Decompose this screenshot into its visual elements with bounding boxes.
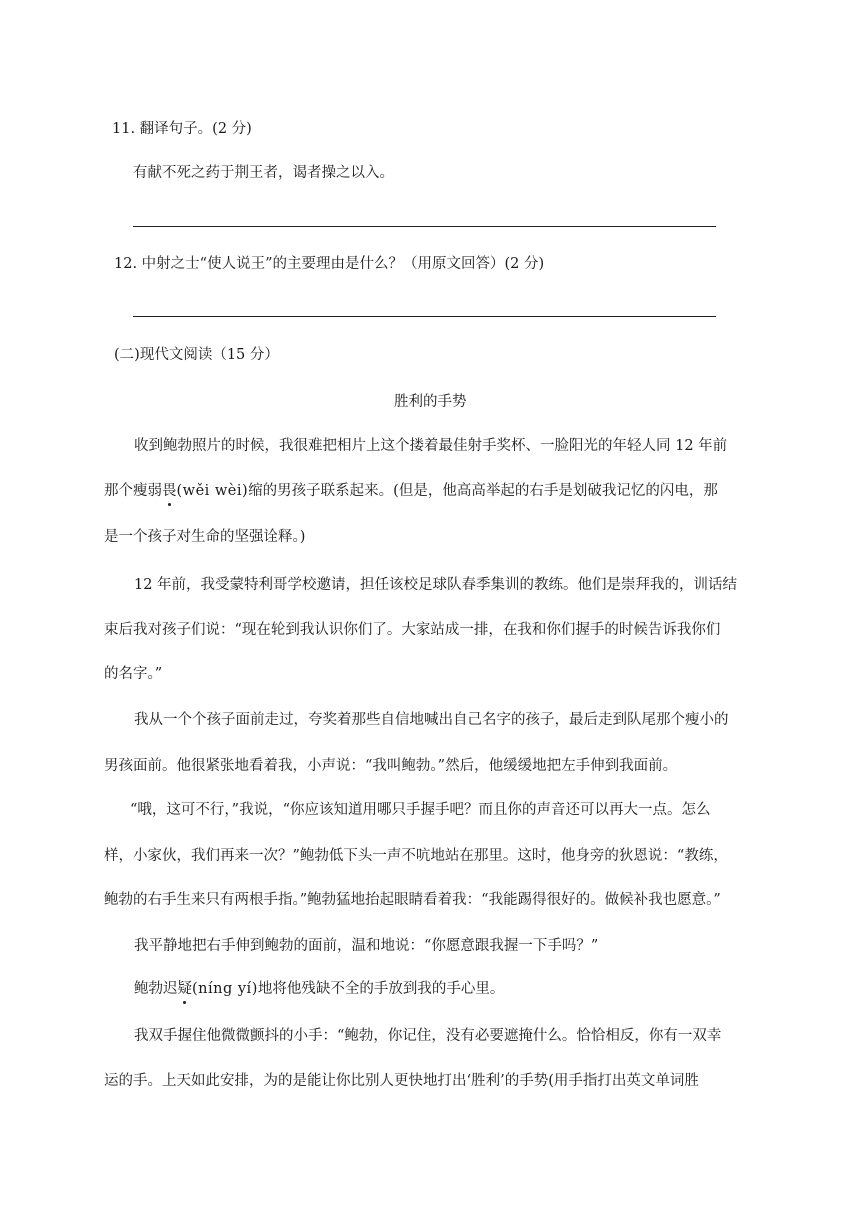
paragraph-7-line-2: 运的手。上天如此安排，为的是能让你比别人更快地打出‘胜利’的手势(用手指打出英文单词胜 bbox=[104, 1073, 699, 1089]
paragraph-1-line-1: 收到鲍勃照片的时候，我很难把相片上这个搂着最佳射手奖杯、一脸阳光的年轻人同 12 年前 bbox=[134, 438, 728, 454]
dotted-character: 畏 bbox=[162, 483, 177, 499]
paragraph-1-line-2 bbox=[104, 481, 718, 501]
pinyin-annotation: (níng yí) bbox=[192, 981, 258, 997]
paragraph-3-line-2: 男孩面前。他很紧张地看着我，小声说：“我叫鲍勃。”然后，他缓缓地把左手伸到我面前。 bbox=[104, 758, 678, 774]
text-segment: 鲍勃迟 bbox=[134, 981, 178, 997]
text-segment: 地将他残缺不全的手放到我的手心里。 bbox=[257, 981, 505, 997]
paragraph-1-line-3: 是一个孩子对生命的坚强诠释。) bbox=[104, 529, 306, 545]
pinyin-annotation: (wěi wèi) bbox=[176, 483, 249, 499]
article-title: 胜利的手势 bbox=[394, 394, 467, 410]
question-12-prompt: 12. 中射之士“使人说王”的主要理由是什么？（用原文回答）(2 分) bbox=[114, 256, 545, 272]
text-segment: 那个瘦弱 bbox=[104, 483, 162, 499]
paragraph-4-line-3: 鲍勃的右手生来只有两根手指。”鲍勃猛地抬起眼睛看着我：“我能踢得很好的。做候补我也愿意。” bbox=[104, 892, 721, 908]
paragraph-4-line-2: 样，小家伙，我们再来一次？”鲍勃低下头一声不吭地站在那里。这时，他身旁的狄恩说：“教练， bbox=[104, 848, 728, 864]
paragraph-7-line-1: 我双手握住他微微颤抖的小手：“鲍勃，你记住，没有必要遮掩什么。恰恰相反，你有一双幸 bbox=[134, 1028, 722, 1044]
answer-line-12 bbox=[133, 316, 716, 317]
paragraph-5-line-1: 我平静地把右手伸到鲍勃的面前，温和地说：“你愿意跟我握一下手吗？” bbox=[134, 938, 599, 954]
question-11-prompt: 11. 翻译句子。(2 分) bbox=[112, 121, 252, 137]
paragraph-2-line-1: 12 年前，我受蒙特利哥学校邀请，担任该校足球队春季集训的教练。他们是崇拜我的，训话结 bbox=[134, 577, 738, 593]
answer-line-11 bbox=[133, 226, 716, 227]
paragraph-2-line-2: 束后我对孩子们说：“现在轮到我认识你们了。大家站成一排，在我和你们握手的时候告诉我你们 bbox=[104, 622, 721, 638]
paragraph-4-line-1: “哦，这可不行，”我说，“你应该知道用哪只手握手吧？而且你的声音还可以再大一点。怎么 bbox=[130, 802, 711, 818]
dotted-character: 疑 bbox=[177, 981, 192, 997]
text-segment: 缩的男孩子联系起来。(但是，他高高举起的右手是划破我记忆的闪电，那 bbox=[248, 483, 718, 499]
question-11-sentence: 有献不死之药于荆王者，谒者操之以入。 bbox=[133, 165, 394, 181]
paragraph-2-line-3: 的名字。” bbox=[104, 666, 163, 682]
paragraph-6-line-1 bbox=[134, 979, 504, 999]
section-heading: (二)现代文阅读（15 分） bbox=[114, 347, 279, 363]
paragraph-3-line-1: 我从一个个孩子面前走过，夸奖着那些自信地喊出自己名字的孩子，最后走到队尾那个瘦小的 bbox=[134, 712, 729, 728]
